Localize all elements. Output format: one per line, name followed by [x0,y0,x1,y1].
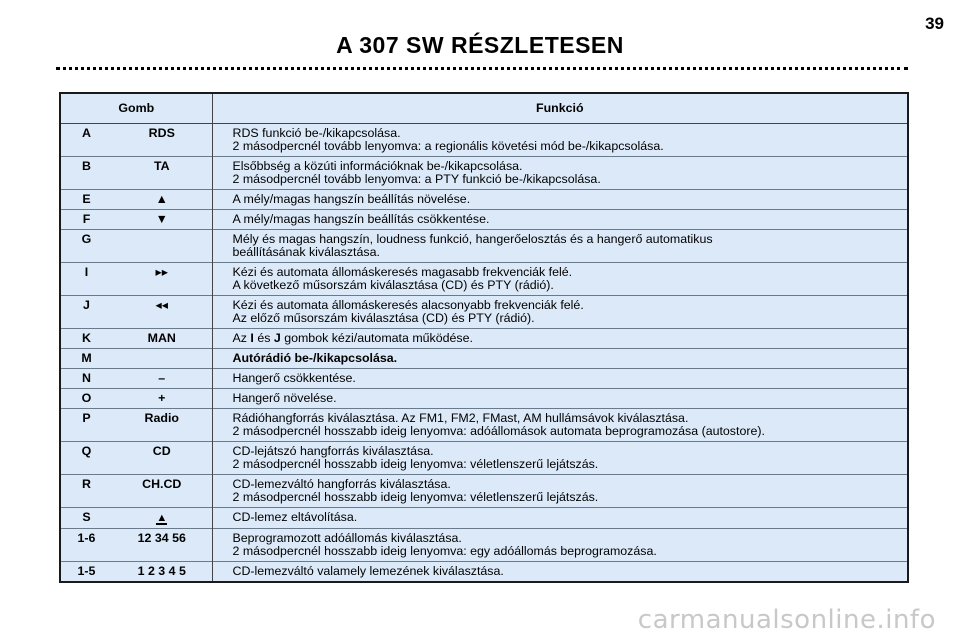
row-function [212,124,908,157]
function-line: 2 másodpercnél tovább lenyomva: a regionális követési mód be-/kikapcsolása. [232,139,664,153]
row-code: O [60,389,112,409]
table-row [60,562,908,583]
row-function [212,389,908,409]
table-row [60,409,908,442]
table-row [60,296,908,329]
row-key: – [112,369,212,389]
row-code: 1-5 [60,562,112,583]
row-key: ▲ [112,190,212,210]
row-code: K [60,329,112,349]
row-code: I [60,263,112,296]
row-function [212,190,908,210]
function-line: Kézi és automata állomáskeresés alacsonyabb frekvenciák felé. [232,298,584,312]
table-row [60,349,908,369]
row-function [212,529,908,562]
row-code: F [60,210,112,230]
function-text-part: I [250,331,254,345]
function-line: A mély/magas hangszín beállítás csökkentése. [232,212,490,226]
row-function [212,263,908,296]
table-row [60,190,908,210]
table-row [60,263,908,296]
function-text-part: és [253,331,274,345]
row-function [212,329,908,349]
row-key: ▼ [112,210,212,230]
row-code: P [60,409,112,442]
table-row [60,508,908,529]
table-row [60,329,908,349]
function-text-part: Az [232,331,251,345]
row-key: CD [112,442,212,475]
function-line: Hangerő csökkentése. [232,371,356,385]
header-key: Gomb [60,93,212,124]
function-line: CD-lemezváltó hangforrás kiválasztása. [232,477,451,491]
function-line: Elsőbbség a közúti információknak be-/kikapcsolása. [232,159,523,173]
function-line: RDS funkció be-/kikapcsolása. [232,126,401,140]
table-row [60,529,908,562]
function-line: CD-lejátszó hangforrás kiválasztása. [232,444,434,458]
table-row [60,157,908,190]
function-line: 2 másodpercnél hosszabb ideig lenyomva: egy adóállomás beprogramozása. [232,544,657,558]
row-function [212,296,908,329]
row-function [212,157,908,190]
function-line: Beprogramozott adóállomás kiválasztása. [232,531,462,545]
row-key: Radio [112,409,212,442]
function-line: 2 másodpercnél hosszabb ideig lenyomva: véletlenszerű lejátszás. [232,457,599,471]
page-number: 39 [925,14,944,33]
row-key [112,508,212,529]
function-line: A mély/magas hangszín beállítás növelése. [232,192,471,206]
function-line: 2 másodpercnél tovább lenyomva: a PTY funkció be-/kikapcsolása. [232,172,601,186]
watermark: carmanualsonline.info [637,605,936,635]
function-table-container [59,92,907,583]
row-key: ◂◂ [112,296,212,329]
row-code: N [60,369,112,389]
row-code: M [60,349,112,369]
row-key [112,230,212,263]
table-row [60,442,908,475]
row-function [212,349,908,369]
row-key: + [112,389,212,409]
function-line: Kézi és automata állomáskeresés magasabb frekvenciák felé. [232,265,573,279]
function-table [59,92,909,583]
function-line: Autórádió be-/kikapcsolása. [232,351,398,365]
row-function [212,369,908,389]
function-line: A következő műsorszám kiválasztása (CD) és PTY (rádió). [232,278,554,292]
row-function [212,562,908,583]
row-function [212,442,908,475]
function-line: Hangerő növelése. [232,391,337,405]
table-row [60,369,908,389]
table-row [60,124,908,157]
row-key: TA [112,157,212,190]
row-code: A [60,124,112,157]
row-key: RDS [112,124,212,157]
row-key: 12 34 56 [112,529,212,562]
row-function [212,508,908,529]
table-row [60,230,908,263]
table-body [60,124,908,583]
table-header-row [60,93,908,124]
page-title: A 307 SW RÉSZLETESEN [336,32,624,58]
row-key: MAN [112,329,212,349]
function-line: Az előző műsorszám kiválasztása (CD) és PTY (rádió). [232,311,535,325]
row-key: ▸▸ [112,263,212,296]
row-code: G [60,230,112,263]
function-line: CD-lemez eltávolítása. [232,510,358,524]
table-row [60,389,908,409]
function-line: CD-lemezváltó valamely lemezének kiválasztása. [232,564,504,578]
row-code: S [60,508,112,529]
table-row [60,475,908,508]
function-line: Rádióhangforrás kiválasztása. Az FM1, FM2, FMast, AM hullámsávok kiválasztása. [232,411,689,425]
function-line: 2 másodpercnél hosszabb ideig lenyomva: adóállomások automata beprogramozása (autostore). [232,424,765,438]
function-text-part: J [273,331,281,345]
row-code: J [60,296,112,329]
function-line: 2 másodpercnél hosszabb ideig lenyomva: véletlenszerű lejátszás. [232,490,599,504]
function-text-part: gombok kézi/automata működése. [280,331,473,345]
table-row [60,210,908,230]
row-key: 1 2 3 4 5 [112,562,212,583]
title-divider [56,67,908,70]
row-function [212,475,908,508]
row-code: B [60,157,112,190]
row-code: 1-6 [60,529,112,562]
row-function [212,230,908,263]
function-line: Mély és magas hangszín, loudness funkció, hangerőelosztás és a hangerő automatikus [232,232,713,246]
row-code: E [60,190,112,210]
row-code: R [60,475,112,508]
row-function [212,210,908,230]
function-line: beállításának kiválasztása. [232,245,380,259]
row-code: Q [60,442,112,475]
row-key [112,349,212,369]
row-key: CH.CD [112,475,212,508]
eject-icon: ▲ [156,512,168,524]
header-function: Funkció [212,93,908,124]
row-function [212,409,908,442]
